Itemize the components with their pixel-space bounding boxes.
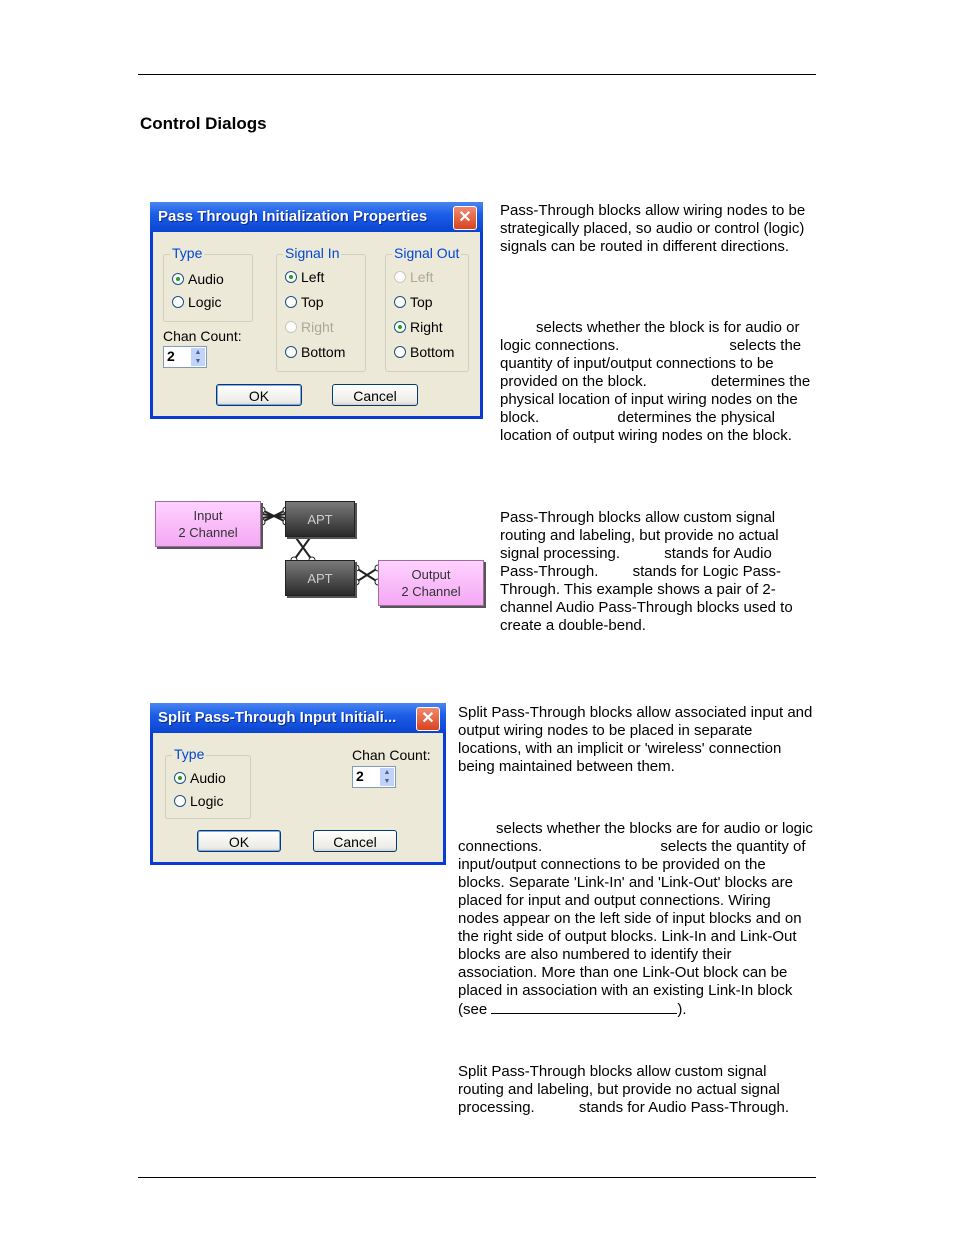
signal-out-bottom-radio[interactable]: Bottom xyxy=(394,344,454,360)
type-group-label: Type xyxy=(172,245,203,261)
cancel-button[interactable]: Cancel xyxy=(313,830,397,852)
signal-in-top-radio[interactable]: Top xyxy=(285,294,324,310)
signal-out-left-radio: Left xyxy=(394,269,433,285)
wire-apt2-output xyxy=(356,568,378,582)
spinner-arrows-icon: ▲ ▼ xyxy=(191,348,205,366)
signal-out-group-label: Signal Out xyxy=(394,245,460,261)
desc-type: selects whether the block is for audio or logic connections. xyxy=(500,319,800,354)
signal-in-group xyxy=(276,245,366,372)
desc-signal-in: determines the physical location of input wiring nodes on the block. xyxy=(500,373,811,426)
dialog-title: Pass Through Initialization Properties xyxy=(150,202,483,232)
dialog-title: Split Pass-Through Input Initiali... xyxy=(150,703,446,733)
dialog-body xyxy=(153,733,443,862)
wire-input-apt1 xyxy=(262,510,286,522)
signal-in-left-radio[interactable]: Left xyxy=(285,269,324,285)
chan-count-label: Chan Count: xyxy=(163,328,242,344)
wire-apt1-apt2 xyxy=(294,535,312,560)
signal-in-right-radio: Right xyxy=(285,319,334,335)
split-pass-through-dialog xyxy=(150,703,446,865)
spinner-arrows-icon: ▲ ▼ xyxy=(380,768,394,786)
signal-out-right-radio[interactable]: Right xyxy=(394,319,443,335)
type-audio-radio[interactable]: Audio xyxy=(172,271,224,287)
input-block[interactable]: Input 2 Channel xyxy=(155,501,261,547)
bottom-rule xyxy=(138,1177,816,1178)
signal-out-group xyxy=(385,245,469,372)
pass-through-description xyxy=(500,319,812,445)
output-block[interactable]: Output 2 Channel xyxy=(378,560,484,606)
desc-signal-out: determines the physical location of output wiring nodes on the block. xyxy=(500,409,792,444)
apt-block-2[interactable]: APT xyxy=(285,560,355,596)
apt-block-1[interactable]: APT xyxy=(285,501,355,537)
signal-out-top-radio[interactable]: Top xyxy=(394,294,433,310)
split-pass-through-description: selects whether the blocks are for audio or logic connections. selects the quantity of input/output connections to be provided on the blocks. Separate 'Link-In' and 'Link-Out' blocks are placed for input and output connections. Wiring nodes appear on the left side of input blocks and on the right side of output blocks. Link-In and Link-Out blocks are also numbered to identify their association. More than one Link-Out block can be placed in association with an existing Link-In block (see ). xyxy=(458,820,813,1018)
top-rule xyxy=(138,74,816,75)
ok-button[interactable]: OK xyxy=(197,830,281,852)
type-group xyxy=(163,245,253,322)
type-group-label: Type xyxy=(174,746,205,762)
chan-count-stepper[interactable]: 2 ▲ ▼ xyxy=(352,766,396,788)
type-logic-radio[interactable]: Logic xyxy=(174,793,223,809)
pass-through-dialog xyxy=(150,202,483,419)
cancel-button[interactable]: Cancel xyxy=(332,384,418,406)
dialog-body xyxy=(153,232,480,416)
pass-through-example: Pass-Through blocks allow custom signal routing and labeling, but provide no actual signal processing. stands for Audio Pass-Through. stands for Logic Pass-Through. This example shows a pair of 2-channel Audio Pass-Through blocks used to create a double-bend. xyxy=(500,509,793,634)
signal-in-group-label: Signal In xyxy=(285,245,340,261)
pass-through-intro: Pass-Through blocks allow wiring nodes to be strategically placed, so audio or control (logic) signals can be routed in different directions. xyxy=(500,202,806,255)
type-audio-radio[interactable]: Audio xyxy=(174,770,226,786)
ok-button[interactable]: OK xyxy=(216,384,302,406)
type-group xyxy=(165,746,251,819)
split-pass-through-intro: Split Pass-Through blocks allow associated input and output wiring nodes to be placed in separate locations, with an implicit or 'wireless' connection being maintained between them. xyxy=(458,704,813,775)
section-heading: Control Dialogs xyxy=(140,114,267,133)
chan-count-stepper[interactable]: 2 ▲ ▼ xyxy=(163,346,207,368)
close-icon[interactable]: ✕ xyxy=(416,707,440,731)
desc-chan-count: selects the quantity of input/output connections to be provided on the block. xyxy=(500,337,802,390)
type-logic-radio[interactable]: Logic xyxy=(172,294,221,310)
split-pass-through-example: Split Pass-Through blocks allow custom signal routing and labeling, but provide no actual signal processing. stands for Audio Pass-Through. xyxy=(458,1063,790,1116)
cross-reference-link[interactable] xyxy=(491,1000,677,1014)
chan-count-label: Chan Count: xyxy=(352,747,431,763)
close-icon[interactable]: ✕ xyxy=(453,206,477,230)
signal-in-bottom-radio[interactable]: Bottom xyxy=(285,344,345,360)
